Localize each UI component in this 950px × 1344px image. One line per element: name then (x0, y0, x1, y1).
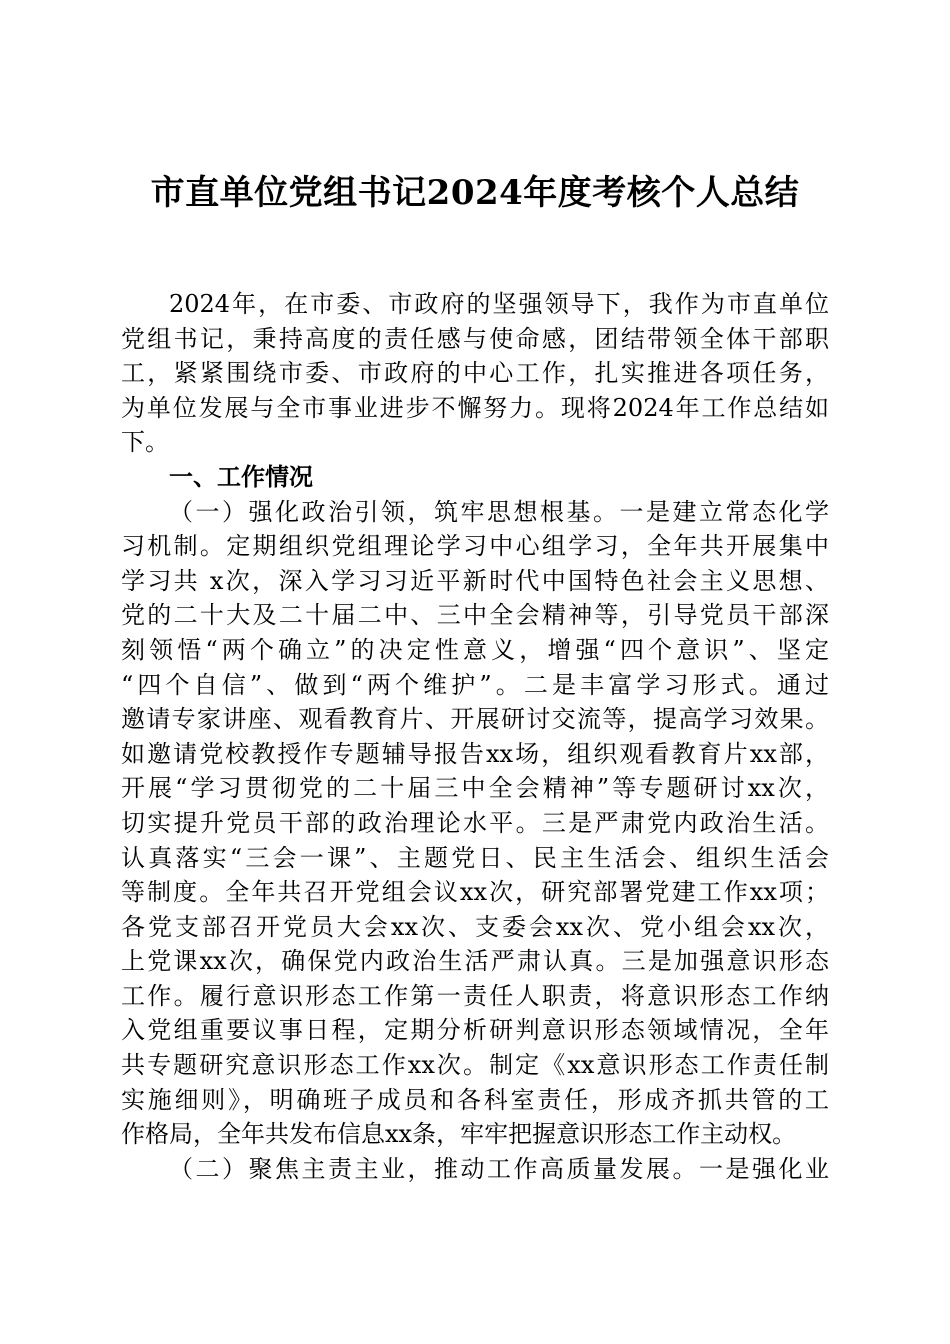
paragraph-line: 习机制。定期组织党组理论学习中心组学习，全年共开展集中 (121, 532, 829, 561)
document-body (121, 287, 829, 1186)
paragraph-line: 入党组重要议事日程，定期分析研判意识形态领域情况，全年 (121, 1016, 829, 1045)
paragraph-line: 为单位发展与全市事业进步不懈努力。现将2024年工作总结如 (121, 393, 829, 422)
paragraph-line: 作格局，全年共发布信息xx条，牢牢把握意识形态工作主动权。 (121, 1120, 797, 1149)
paragraph-line: 工作。履行意识形态工作第一责任人职责，将意识形态工作纳 (121, 981, 829, 1010)
paragraph-line: 邀请专家讲座、观看教育片、开展研讨交流等，提高学习效果。 (121, 705, 829, 734)
paragraph-line: 学习共 x次，深入学习习近平新时代中国特色社会主义思想、 (121, 566, 829, 595)
paragraph-line: 2024年，在市委、市政府的坚强领导下，我作为市直单位 (169, 290, 829, 318)
document-title: 市直单位党组书记2024年度考核个人总结 (150, 173, 800, 213)
paragraph-line: 开展“学习贯彻党的二十届三中全会精神”等专题研讨xx次， (121, 774, 829, 803)
paragraph-line: （一）强化政治引领，筑牢思想根基。一是建立常态化学 (169, 497, 829, 526)
paragraph-line: “四个自信”、做到“两个维护”。二是丰富学习形式。通过 (121, 670, 829, 699)
paragraph-line: 各党支部召开党员大会xx次、支委会xx次、党小组会xx次， (121, 912, 829, 941)
paragraph-line: 刻领悟“两个确立”的决定性意义，增强“四个意识”、坚定 (121, 635, 829, 664)
paragraph-line: 切实提升党员干部的政治理论水平。三是严肃党内政治生活。 (121, 808, 829, 837)
paragraph-line: 上党课xx次，确保党内政治生活严肃认真。三是加强意识形态 (121, 947, 829, 976)
paragraph-line: 等制度。全年共召开党组会议xx次，研究部署党建工作xx项； (121, 878, 829, 907)
paragraph-line: 如邀请党校教授作专题辅导报告xx场，组织观看教育片xx部， (121, 739, 829, 768)
paragraph-line: 工，紧紧围绕市委、市政府的中心工作，扎实推进各项任务， (121, 359, 829, 388)
paragraph-line: 党的二十大及二十届二中、三中全会精神等，引导党员干部深 (121, 601, 829, 630)
paragraph-line: 认真落实“三会一课”、主题党日、民主生活会、组织生活会 (121, 843, 829, 872)
paragraph-line: （二）聚焦主责主业，推动工作高质量发展。一是强化业 (169, 1154, 829, 1183)
paragraph-line: 党组书记，秉持高度的责任感与使命感，团结带领全体干部职 (121, 324, 829, 353)
section-heading: 一、工作情况 (169, 462, 313, 491)
paragraph-line: 下。 (121, 428, 169, 457)
paragraph-line: 共专题研究意识形态工作xx次。制定《xx意识形态工作责任制 (121, 1051, 829, 1080)
paragraph-line: 实施细则》，明确班子成员和各科室责任，形成齐抓共管的工 (121, 1085, 829, 1114)
